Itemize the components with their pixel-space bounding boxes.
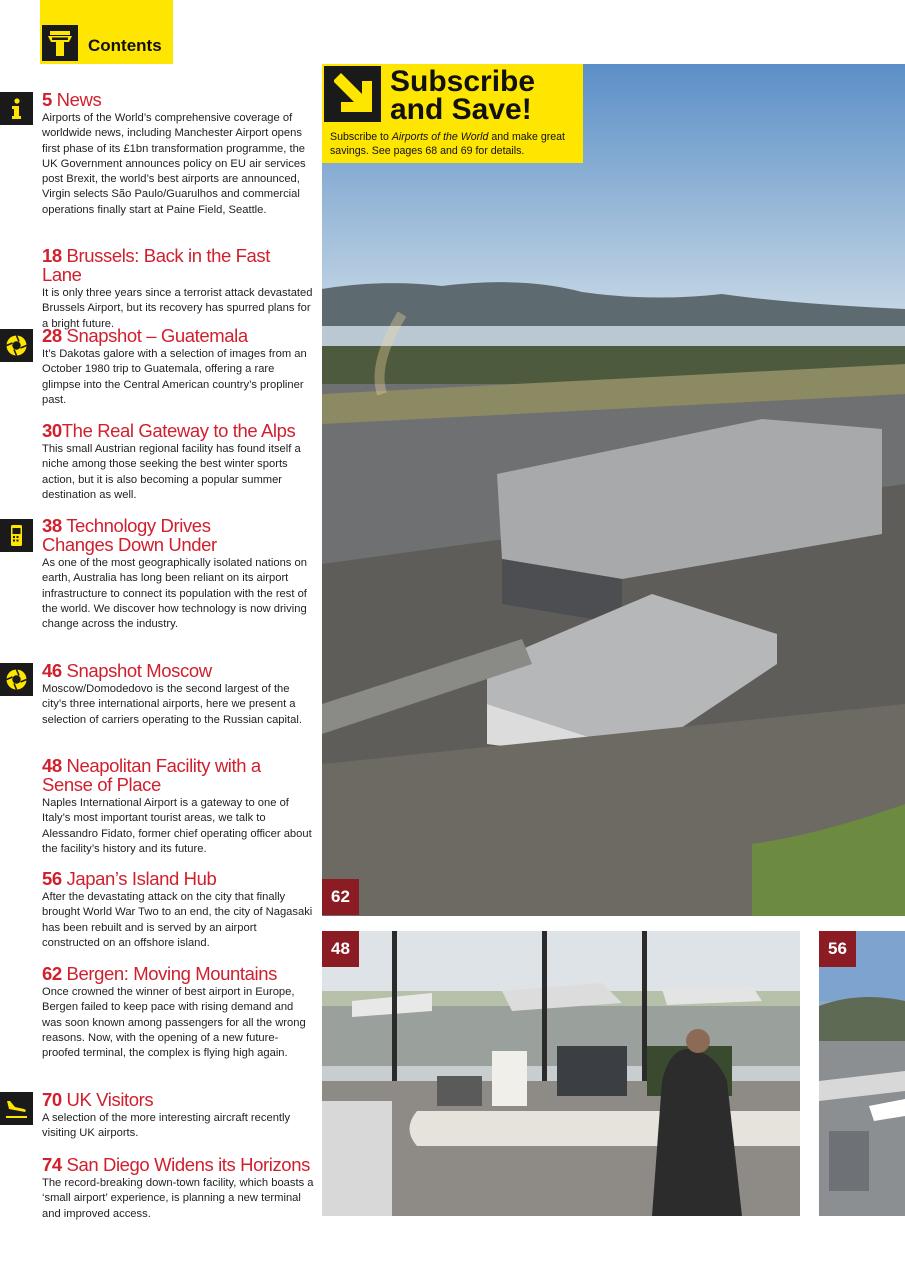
toc-entry-bergen[interactable]: 62 Bergen: Moving Mountains Once crowned the winner of best airport in Europe, Bergen failed to keep pace with rising demand and was soon known among passengers for all the wrong reasons. Now, with the opening of a new future-proofed terminal, the complex is flying high again. — [42, 963, 306, 1060]
control-tower-icon — [42, 25, 78, 61]
page-number-badge: 48 — [322, 931, 359, 967]
contents-header — [40, 0, 173, 64]
toc-entry-news[interactable]: 5 News Airports of the World’s comprehensive coverage of worldwide news, including Manchester Airport opens first phase of its £1bn transformation programme, the UK Government announces policy on EU air services post Brexit, the world’s best airports are announced, Virgin selects São Paulo/Guarulhos and commercial operations finally start at Paine Field, Seattle. — [42, 89, 306, 216]
arrow-down-right-icon — [324, 66, 381, 122]
aircraft-landing-icon — [0, 1092, 33, 1125]
toc-entry-guatemala[interactable]: 28 Snapshot – Guatemala It’s Dakotas galore with a selection of images from an October 1980 trip to Guatemala, offering a rare glimpse into the Central American country’s propliner past. — [42, 325, 307, 406]
naples-control-tower-photo[interactable] — [322, 931, 800, 1216]
nagasaki-airport-photo[interactable] — [819, 931, 905, 1216]
toc-entry-uk-visitors[interactable]: 70 UK Visitors A selection of the more interesting aircraft recently visiting UK airports. — [42, 1089, 291, 1140]
camera-shutter-icon — [0, 663, 33, 696]
toc-entry-moscow[interactable]: 46 Snapshot Moscow Moscow/Domodedovo is the second largest of the city’s three international airports, here we present a selection of carriers operating to the Russian capital. — [42, 660, 302, 726]
subscribe-box[interactable] — [322, 64, 583, 163]
toc-entry-naples[interactable]: 48 Neapolitan Facility with a Sense of Place Naples International Airport is a gateway to one of Italy’s most important tourist areas, we talk to Alessandro Fidato, former chief operating officer about the facility’s history and its future. — [42, 755, 312, 855]
page-number-badge: 62 — [322, 879, 359, 915]
contents-title: Contents — [88, 36, 162, 55]
page-number-badge: 56 — [819, 931, 856, 967]
toc-entry-san-diego[interactable]: 74 San Diego Widens its Horizons The record-breaking down-town facility, which boasts a ‘small airport’ experience, is planning a new terminal and improved access. — [42, 1154, 314, 1220]
bergen-airport-photo[interactable] — [322, 64, 905, 916]
subscribe-title: Subscribe and Save! — [390, 65, 536, 126]
toc-entry-nagasaki[interactable]: 56 Japan’s Island Hub After the devastating attack on the city that finally brought World War Two to an end, the city of Nagasaki has been rebuilt and is served by an airport constructed on an offshore island. — [42, 868, 313, 949]
mobile-phone-icon — [0, 519, 33, 552]
subscribe-text: Subscribe to Airports of the World and make great savings. See pages 68 and 69 for details. — [330, 131, 565, 157]
toc-entry-brussels[interactable]: 18 Brussels: Back in the Fast Lane It is only three years since a terrorist attack devastated Brussels Airport, but its recovery has spurred plans for a bright future. — [42, 245, 313, 330]
camera-shutter-icon — [0, 329, 33, 362]
toc-entry-alps[interactable]: 30The Real Gateway to the Alps This small Austrian regional facility has found itself a niche among those seeking the best winter sports action, but it is also becoming a popular summer destination as well. — [42, 420, 301, 501]
toc-entry-australia[interactable]: 38 Technology Drives Changes Down Under As one of the most geographically isolated nations on earth, Australia has long been reliant on its airport infrastructure to connect its population with the rest of the world. We discover how technology is now driving change across the industry. — [42, 515, 307, 631]
info-icon — [0, 92, 33, 125]
